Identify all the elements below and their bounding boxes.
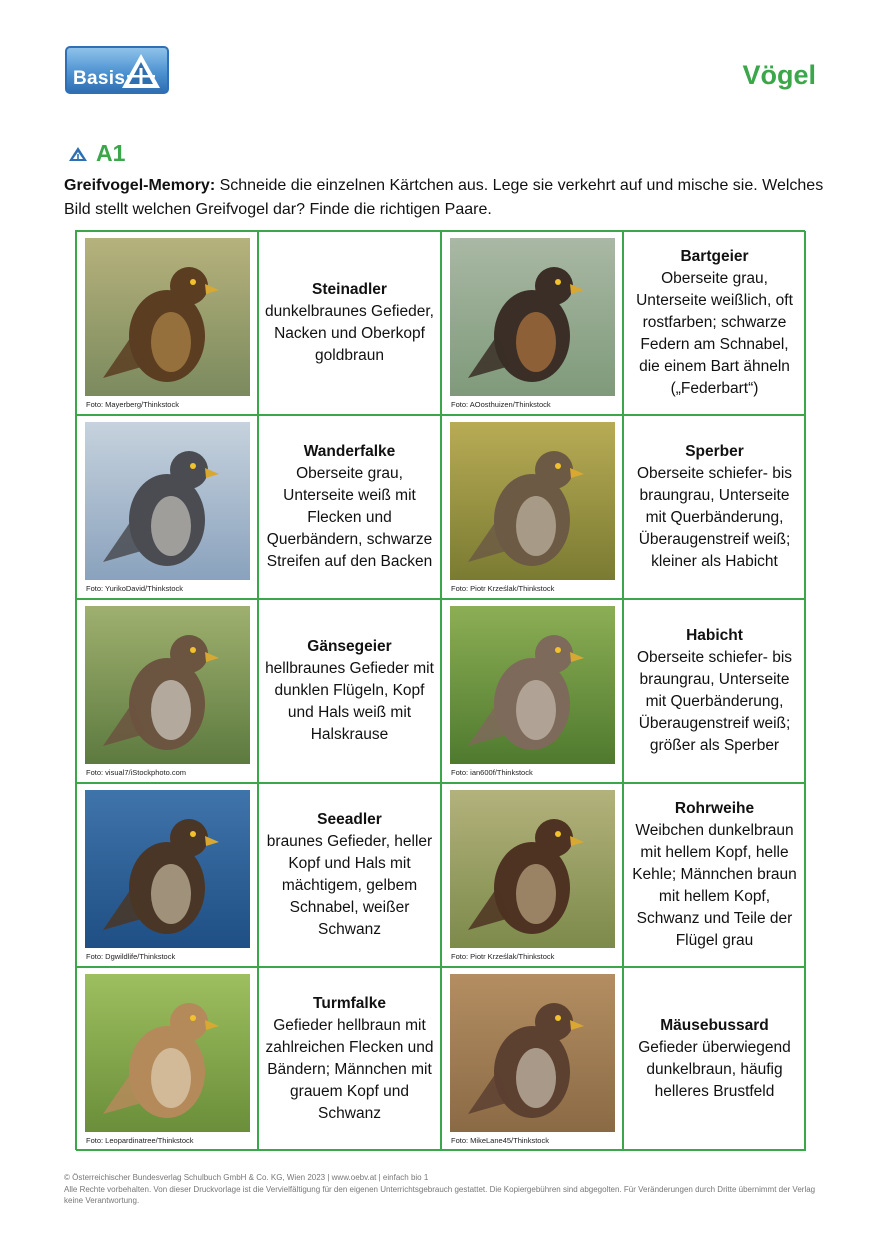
bird-description: Oberseite schiefer- bis braungrau, Unterseite mit Querbänderung, Überaugenstreif weiß; kleiner als Habicht [636,465,793,570]
task-text: Schneide die einzelnen Kärtchen aus. Lege sie verkehrt auf und mische sie. Welches Bild stellt welchen Greifvogel dar? Finde die richtigen Paare. [64,177,824,218]
bird-icon [450,238,615,396]
bird-icon [85,790,250,948]
task-instructions [64,174,824,221]
bird-name: Bartgeier [680,248,749,265]
rights-line: Alle Rechte vorbehalten. Von dieser Druckvorlage ist die Vervielfältigung für den eigenen Unterrichtsgebrauch gestattet. Die Kopiergebühren sind abgegolten. Für Veränderungen durch Dritte übernimmt der Verlag keine Verantwortung. [64,1184,816,1205]
photo-credit: Foto: Leopardinatree/Thinkstock [86,1136,194,1145]
bird-name: Habicht [686,627,743,644]
bird-name: Gänsegeier [307,638,392,655]
photo-credit: Foto: visual7/iStockphoto.com [86,768,187,777]
bird-icon [450,790,615,948]
bird-photo-seeadler [85,790,250,948]
bird-photo-rohrweihe [450,790,615,948]
bird-description: Oberseite grau, Unterseite weißlich, oft rostfarben; schwarze Federn am Schnabel, die einem Bart ähneln („Federbart“) [636,270,793,397]
bird-photo-habicht [450,606,615,764]
bird-description: dunkelbraunes Gefieder, Nacken und Oberkopf goldbraun [265,303,434,364]
photo-credit: Foto: Piotr Krześlak/Thinkstock [451,952,555,961]
bird-photo-steinadler [85,238,250,396]
photo-card-gaensegeier [76,599,258,783]
bird-name: Seeadler [317,811,382,828]
photo-card-rohrweihe [441,783,623,967]
photo-credit: Foto: YurikoDavid/Thinkstock [86,584,183,593]
bird-photo-sperber [450,422,615,580]
bird-description: Oberseite schiefer- bis braungrau, Unterseite mit Querbänderung, Überaugenstreif weiß; größer als Sperber [636,649,793,754]
bird-photo-maeusebussard [450,974,615,1132]
bird-description: Gefieder überwiegend dunkelbraun, häufig helleres Brustfeld [638,1039,791,1100]
bird-description: Weibchen dunkelbraun mit hellem Kopf, helle Kehle; Männchen braun mit hellem Kopf, Schwanz und Teile der Flügel grau [632,822,797,949]
task-title: Greifvogel-Memory: [64,177,216,194]
text-card-rohrweihe [623,783,806,967]
bird-description: Oberseite grau, Unterseite weiß mit Flecken und Querbändern, schwarze Streifen auf den Backen [266,465,433,570]
photo-card-maeusebussard [441,967,623,1151]
bird-description: Gefieder hellbraun mit zahlreichen Flecken und Bändern; Männchen mit grauem Kopf und Schwanz [265,1017,434,1122]
photo-card-bartgeier [441,231,623,415]
photo-credit: Foto: MikeLane45/Thinkstock [451,1136,549,1145]
photo-credit: Foto: Piotr Krześlak/Thinkstock [451,584,555,593]
photo-credit: Foto: AOosthuizen/Thinkstock [451,400,551,409]
photo-card-turmfalke [76,967,258,1151]
bird-name: Turmfalke [313,995,386,1012]
bird-description: braunes Gefieder, heller Kopf und Hals mit mächtigem, gelbem Schnabel, weißer Schwanz [266,833,433,938]
photo-card-steinadler [76,231,258,415]
triangle-logo-icon [119,51,163,91]
logo-text: Basis [73,68,126,89]
footer [64,1172,834,1207]
bird-photo-gaensegeier [85,606,250,764]
bird-icon [450,422,615,580]
bird-photo-bartgeier [450,238,615,396]
text-card-wanderfalke [258,415,441,599]
bird-icon [450,974,615,1132]
bird-icon [85,238,250,396]
bird-description: hellbraunes Gefieder mit dunklen Flügeln, Kopf und Hals weiß mit Halskrause [265,660,434,743]
memory-card-grid [75,230,805,1150]
text-card-habicht [623,599,806,783]
text-card-bartgeier [623,231,806,415]
bird-name: Mäusebussard [660,1017,769,1034]
bird-name: Sperber [685,443,744,460]
photo-credit: Foto: Mayerberg/Thinkstock [86,400,179,409]
copyright-line: © Österreichischer Bundesverlag Schulbuch GmbH & Co. KG, Wien 2023 | www.oebv.at | einfach bio 1 [64,1173,429,1182]
text-card-seeadler [258,783,441,967]
bird-icon [85,422,250,580]
text-card-sperber [623,415,806,599]
photo-card-seeadler [76,783,258,967]
photo-card-wanderfalke [76,415,258,599]
text-card-gaensegeier [258,599,441,783]
photo-card-habicht [441,599,623,783]
bird-name: Wanderfalke [303,443,396,460]
page-topic: Vögel [742,60,816,90]
bird-icon [450,606,615,764]
bird-name: Rohrweihe [674,800,755,817]
basis-logo [65,46,169,94]
photo-credit: Foto: Dgwildlife/Thinkstock [86,952,176,961]
photo-credit: Foto: ian600f/Thinkstock [451,768,533,777]
text-card-turmfalke [258,967,441,1151]
bird-name: Steinadler [312,281,387,298]
task-id: A1 [96,140,126,166]
bird-icon [85,974,250,1132]
bird-photo-wanderfalke [85,422,250,580]
bird-photo-turmfalke [85,974,250,1132]
bird-icon [85,606,250,764]
triangle-level-icon [68,146,88,162]
photo-card-sperber [441,415,623,599]
text-card-steinadler [258,231,441,415]
task-heading [68,140,125,167]
text-card-maeusebussard [623,967,806,1151]
